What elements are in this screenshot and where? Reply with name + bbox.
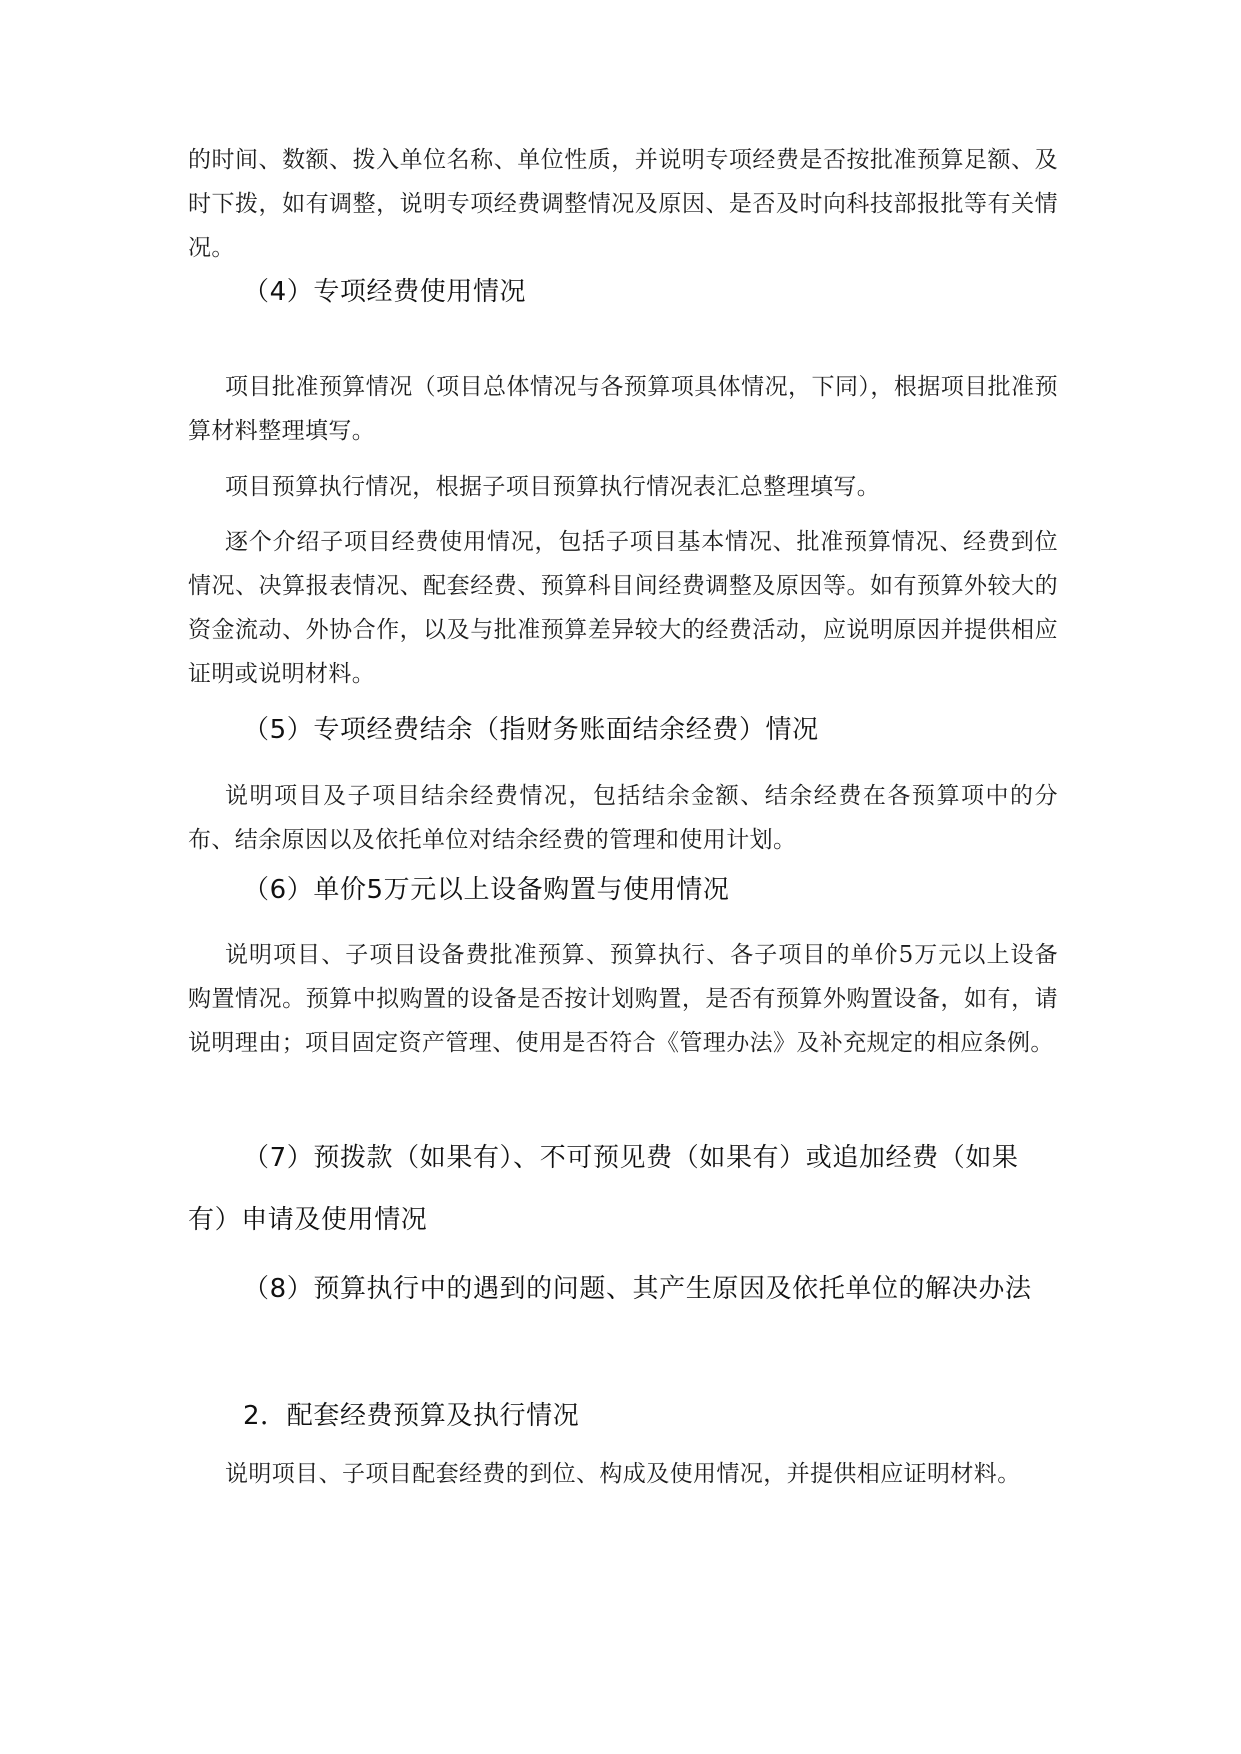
- paragraph-matching-funds: 说明项目、子项目配套经费的到位、构成及使用情况，并提供相应证明材料。: [225, 1461, 1021, 1487]
- paragraph-subproject-usage: 逐个介绍子项目经费使用情况，包括子项目基本情况、批准预算情况、经费到位情况、决算报表情况、配套经费、预算科目间经费调整及原因等。如有预算外较大的资金流动、外协合作，以及与批准预算差异较大的经费活动，应说明原因并提供相应证明或说明材料。: [188, 529, 1058, 687]
- section-heading-2: 2．配套经费预算及执行情况: [243, 1401, 580, 1431]
- section-heading-7: （7）预拨款（如果有）、不可预见费（如果有）或追加经费（如果有）申请及使用情况: [188, 1143, 1019, 1235]
- intro-paragraph: 的时间、数额、拨入单位名称、单位性质，并说明专项经费是否按批准预算足额、及时下拨，如有调整，说明专项经费调整情况及原因、是否及时向科技部报批等有关情况。: [188, 147, 1058, 261]
- paragraph-balance: 说明项目及子项目结余经费情况，包括结余金额、结余经费在各预算项中的分布、结余原因以及依托单位对结余经费的管理和使用计划。: [188, 783, 1058, 853]
- section-heading-4: （4）专项经费使用情况: [243, 277, 527, 307]
- paragraph-budget-execution: 项目预算执行情况，根据子项目预算执行情况表汇总整理填写。: [225, 474, 881, 500]
- section-heading-6: （6）单价5万元以上设备购置与使用情况: [243, 875, 730, 905]
- section-heading-5: （5）专项经费结余（指财务账面结余经费）情况: [243, 715, 819, 745]
- paragraph-approved-budget: 项目批准预算情况（项目总体情况与各预算项具体情况，下同），根据项目批准预算材料整理填写。: [188, 374, 1058, 444]
- section-heading-8: （8）预算执行中的遇到的问题、其产生原因及依托单位的解决办法: [243, 1274, 1032, 1304]
- paragraph-equipment: 说明项目、子项目设备费批准预算、预算执行、各子项目的单价5万元以上设备购置情况。预算中拟购置的设备是否按计划购置，是否有预算外购置设备，如有，请说明理由；项目固定资产管理、使用是否符合《管理办法》及补充规定的相应条例。: [188, 942, 1058, 1056]
